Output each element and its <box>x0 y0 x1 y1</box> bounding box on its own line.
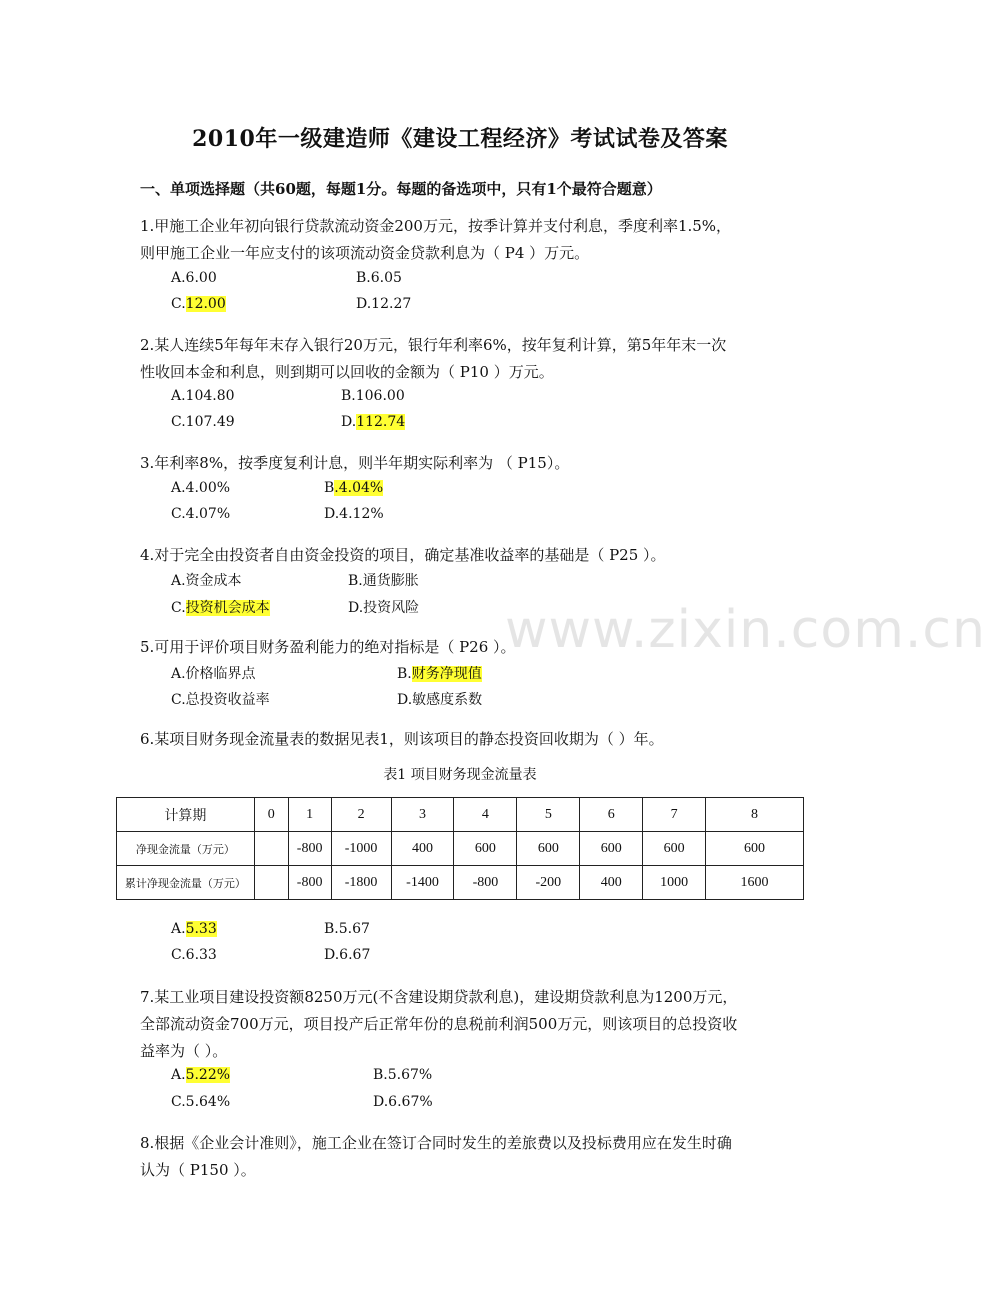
table-cell <box>254 832 288 866</box>
q5-option-a: A.价格临界点 <box>171 666 256 682</box>
q1-option-c <box>171 296 226 312</box>
q5-answer-highlight: 财务净现值 <box>411 666 482 682</box>
question-1-line-2: 则甲施工企业一年应支付的该项流动资金贷款利息为（ P4 ）万元。 <box>140 244 590 262</box>
table-cell: 400 <box>580 866 643 900</box>
q6-option-c: C.6.33 <box>171 947 217 963</box>
question-6-line-1: 6.某项目财务现金流量表的数据见表1，则该项目的静态投资回收期为（ ）年。 <box>140 730 664 748</box>
q2-answer-highlight: 112.74 <box>356 414 406 430</box>
q7-option-a <box>171 1067 230 1083</box>
q3-option-d: D.4.12% <box>324 506 384 522</box>
table-row-label: 累计净现金流量（万元） <box>117 866 255 900</box>
question-4-line-1: 4.对于完全由投资者自由资金投资的项目，确定基准收益率的基础是（ P25 ）。 <box>140 546 666 564</box>
q6-option-a-prefix: A. <box>171 921 186 937</box>
question-1-line-1: 1.甲施工企业年初向银行贷款流动资金200万元，按季计算并支付利息，季度利率1.5%， <box>140 217 732 235</box>
q3-option-c: C.4.07% <box>171 506 231 522</box>
q3-option-b <box>324 480 383 496</box>
q5-option-b <box>397 663 482 683</box>
q7-option-a-prefix: A. <box>171 1067 186 1083</box>
q4-option-a: A.资金成本 <box>171 573 242 589</box>
q5-option-c: C.总投资收益率 <box>171 692 270 708</box>
table-header-cell: 3 <box>391 798 454 832</box>
q2-option-d <box>341 414 405 430</box>
question-2-line-2: 性收回本金和利息，则到期可以回收的金额为（ P10 ）万元。 <box>140 363 554 381</box>
table-cell: 600 <box>580 832 643 866</box>
q1-answer-highlight: 12.00 <box>185 296 226 312</box>
table-header-cell: 4 <box>454 798 517 832</box>
question-7-line-2: 全部流动资金700万元，项目投产后正常年份的息税前利润500万元，则该项目的总投资收 <box>140 1015 738 1033</box>
table-header-cell: 8 <box>706 798 804 832</box>
q4-option-d: D.投资风险 <box>348 600 420 616</box>
table-cell: 600 <box>517 832 580 866</box>
q2-option-a: A.104.80 <box>171 388 235 404</box>
q4-option-c-prefix: C. <box>171 600 186 616</box>
table-cell: 400 <box>391 832 454 866</box>
question-5-line-1: 5.可用于评价项目财务盈利能力的绝对指标是（ P26 ）。 <box>140 638 516 656</box>
q3-option-b-prefix: B <box>324 480 335 496</box>
table-header-cell: 6 <box>580 798 643 832</box>
q2-option-c: C.107.49 <box>171 414 235 430</box>
q3-option-a: A.4.00% <box>171 480 231 496</box>
table-header-cell: 计算期 <box>117 798 255 832</box>
q5-option-d: D.敏感度系数 <box>397 692 483 708</box>
document-title: 2010年一级建造师《建设工程经济》考试试卷及答案 <box>192 126 728 152</box>
watermark: www.zixin.com.cn <box>505 600 986 660</box>
q6-option-d: D.6.67 <box>324 947 371 963</box>
question-2-line-1: 2.某人连续5年每年末存入银行20万元，银行年利率6%，按年复利计算，第5年年末一次 <box>140 336 727 354</box>
q3-answer-highlight: .4.04% <box>334 480 384 496</box>
table-cell: -200 <box>517 866 580 900</box>
table-cell: 600 <box>454 832 517 866</box>
q7-option-d: D.6.67% <box>373 1094 433 1110</box>
section-heading: 一、单项选择题（共60题，每题1分。每题的备选项中，只有1个最符合题意） <box>140 180 662 198</box>
cash-flow-table <box>116 797 804 900</box>
q2-option-d-prefix: D. <box>341 414 357 430</box>
table-cell: -800 <box>288 832 331 866</box>
q7-option-b: B.5.67% <box>373 1067 433 1083</box>
table-header-row <box>117 798 804 832</box>
table-caption: 表1 项目财务现金流量表 <box>383 767 537 783</box>
table-cell <box>254 866 288 900</box>
question-7-line-1: 7.某工业项目建设投资额8250万元(不含建设期贷款利息)，建设期贷款利息为1200万元， <box>140 988 738 1006</box>
table-header-cell: 7 <box>643 798 706 832</box>
q6-option-b: B.5.67 <box>324 921 370 937</box>
q4-option-b: B.通货膨胀 <box>348 573 419 589</box>
table-cell: -1000 <box>331 832 391 866</box>
q2-option-b: B.106.00 <box>341 388 405 404</box>
q6-answer-highlight: 5.33 <box>185 921 217 937</box>
q5-option-b-prefix: B. <box>397 666 412 682</box>
question-3-line-1: 3.年利率8%，按季度复利计息，则半年期实际利率为 （ P15）。 <box>140 454 570 472</box>
table-cell: 600 <box>706 832 804 866</box>
q4-answer-highlight: 投资机会成本 <box>185 600 270 616</box>
table-header-cell: 0 <box>254 798 288 832</box>
question-7-line-3: 益率为（ ）。 <box>140 1042 228 1060</box>
table-header-cell: 1 <box>288 798 331 832</box>
q6-option-a <box>171 921 217 937</box>
question-8-line-1: 8.根据《企业会计准则》，施工企业在签订合同时发生的差旅费以及投标费用应在发生时确 <box>140 1134 732 1152</box>
table-cell: -800 <box>288 866 331 900</box>
table-row-label: 净现金流量（万元） <box>117 832 255 866</box>
table-cell: 600 <box>643 832 706 866</box>
table-header-cell: 2 <box>331 798 391 832</box>
q1-option-a: A.6.00 <box>171 270 217 286</box>
table-row-cumulative-cash-flow <box>117 866 804 900</box>
table-cell: 1600 <box>706 866 804 900</box>
q7-answer-highlight: 5.22% <box>185 1067 231 1083</box>
q1-option-c-prefix: C. <box>171 296 186 312</box>
table-cell: -1400 <box>391 866 454 900</box>
table-cell: 1000 <box>643 866 706 900</box>
question-8-line-2: 认为（ P150 ）。 <box>140 1161 256 1179</box>
q4-option-c <box>171 597 270 617</box>
q1-option-d: D.12.27 <box>356 296 412 312</box>
q1-option-b: B.6.05 <box>356 270 402 286</box>
table-cell: -1800 <box>331 866 391 900</box>
table-row-net-cash-flow <box>117 832 804 866</box>
q7-option-c: C.5.64% <box>171 1094 231 1110</box>
table-header-cell: 5 <box>517 798 580 832</box>
table-cell: -800 <box>454 866 517 900</box>
